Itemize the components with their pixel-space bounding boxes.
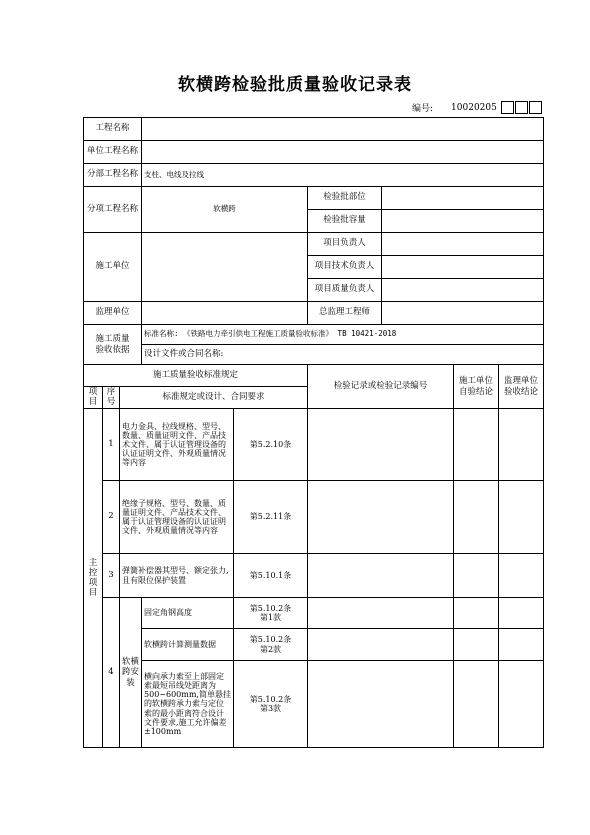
item-1-record[interactable]: [308, 409, 454, 481]
seq-header: 序号: [103, 387, 120, 409]
unit-project-name-label: 单位工程名称: [84, 141, 142, 164]
item-2-supervision-check[interactable]: [499, 481, 544, 554]
item-4-2-clause: 第5.10.2条 第2款: [234, 629, 308, 661]
item-4-1-desc: 固定角钢高度: [142, 598, 234, 629]
inspect-location-field[interactable]: [382, 187, 544, 210]
construction-unit-field[interactable]: [142, 233, 308, 302]
item-4-2-supervision-check[interactable]: [499, 629, 544, 661]
item-project-name-label: 分项工程名称: [84, 187, 142, 233]
record-no-header: 检验记录或检验记录编号: [308, 365, 454, 409]
acceptance-table: [83, 117, 544, 748]
design-doc-label: 设计文件或合同名称:: [142, 345, 544, 365]
supervision-unit-label: 监理单位: [84, 302, 142, 325]
item-4-3-desc: 横向承力索至上部固定索最短吊线处距离为500~600mm,简单悬挂的软横跨承力索与定位索的最小距离符合设计文件要求,施工允许偏差±100mm: [142, 661, 234, 748]
item-1-supervision-check[interactable]: [499, 409, 544, 481]
record-code: [412, 101, 542, 114]
item-3-seq: 3: [103, 554, 120, 598]
page-title: 软横跨检验批质量验收记录表: [178, 75, 412, 95]
item-1-self-check[interactable]: [454, 409, 499, 481]
item-4-3-record[interactable]: [308, 661, 454, 748]
item-project-name-value: 软横跨: [142, 187, 308, 233]
item-4-2-desc: 软横跨计算测量数据: [142, 629, 234, 661]
item-2-desc: 绝缘子规格、型号、数量、质量证明文件、产品技术文件、属于认证管理设备的认证证明文件、外观质量情况等内容: [120, 481, 234, 554]
project-name-field[interactable]: [142, 118, 544, 141]
item-4-1-clause: 第5.10.2条 第1款: [234, 598, 308, 629]
code-box-3[interactable]: [529, 101, 542, 114]
item-2-record[interactable]: [308, 481, 454, 554]
part-project-name-value: 支柱、电线及拉线: [142, 164, 544, 187]
item-3-desc: 弹簧补偿器其型号、额定张力,且有限位保护装置: [120, 554, 234, 598]
chief-supervisor-field[interactable]: [382, 302, 544, 325]
supervision-check-header: 监理单位 验收结论: [499, 365, 544, 409]
item-4-group: 软横 跨安 装: [120, 598, 142, 748]
construction-unit-label: 施工单位: [84, 233, 142, 302]
part-project-name-label: 分部工程名称: [84, 164, 142, 187]
item-4-3-self-check[interactable]: [454, 661, 499, 748]
project-name-label: 工程名称: [84, 118, 142, 141]
project-quality-leader-label: 项目质量负责人: [308, 279, 382, 302]
item-2-seq: 2: [103, 481, 120, 554]
supervision-unit-field[interactable]: [142, 302, 308, 325]
project-leader-field[interactable]: [382, 233, 544, 256]
project-tech-leader-label: 项目技术负责人: [308, 256, 382, 279]
item-1-desc: 电力金具、拉线规格、型号、数量、质量证明文件、产品技术文件、属于认证管理设备的认证证明文件、外观质量情况等内容: [120, 409, 234, 481]
project-leader-label: 项目负责人: [308, 233, 382, 256]
item-3-self-check[interactable]: [454, 554, 499, 598]
req-header: 标准规定或设计、合同要求: [120, 387, 308, 409]
item-4-2-self-check[interactable]: [454, 629, 499, 661]
item-2-self-check[interactable]: [454, 481, 499, 554]
item-4-1-self-check[interactable]: [454, 598, 499, 629]
code-label: 编号:: [412, 104, 434, 114]
item-3-record[interactable]: [308, 554, 454, 598]
item-4-3-supervision-check[interactable]: [499, 661, 544, 748]
item-1-seq: 1: [103, 409, 120, 481]
inspect-capacity-field[interactable]: [382, 210, 544, 233]
code-value: 10020205: [451, 102, 497, 113]
main-control-label: 主 控 项 目: [84, 409, 103, 748]
inspect-capacity-label: 检验批容量: [308, 210, 382, 233]
item-4-1-record[interactable]: [308, 598, 454, 629]
item-1-clause: 第5.2.10条: [234, 409, 308, 481]
project-tech-leader-field[interactable]: [382, 256, 544, 279]
project-quality-leader-field[interactable]: [382, 279, 544, 302]
item-header: 项目: [84, 387, 103, 409]
item-2-clause: 第5.2.11条: [234, 481, 308, 554]
code-box-2[interactable]: [515, 101, 528, 114]
inspect-location-label: 检验批部位: [308, 187, 382, 210]
code-box-1[interactable]: [501, 101, 514, 114]
standard-spec-header: 施工质量验收标准规定: [84, 365, 308, 387]
unit-project-name-field[interactable]: [142, 141, 544, 164]
item-4-2-record[interactable]: [308, 629, 454, 661]
item-4-seq: 4: [103, 598, 120, 748]
chief-supervisor-label: 总监理工程师: [308, 302, 382, 325]
item-3-supervision-check[interactable]: [499, 554, 544, 598]
standard-name: 标准名称: 《铁路电力牵引供电工程施工质量验收标准》 TB 10421-2018: [142, 325, 544, 345]
item-4-3-clause: 第5.10.2条 第3款: [234, 661, 308, 748]
construction-self-check-header: 施工单位 自验结论: [454, 365, 499, 409]
acceptance-basis-label: 施工质量 验收依据: [84, 325, 142, 365]
item-4-1-supervision-check[interactable]: [499, 598, 544, 629]
item-3-clause: 第5.10.1条: [234, 554, 308, 598]
